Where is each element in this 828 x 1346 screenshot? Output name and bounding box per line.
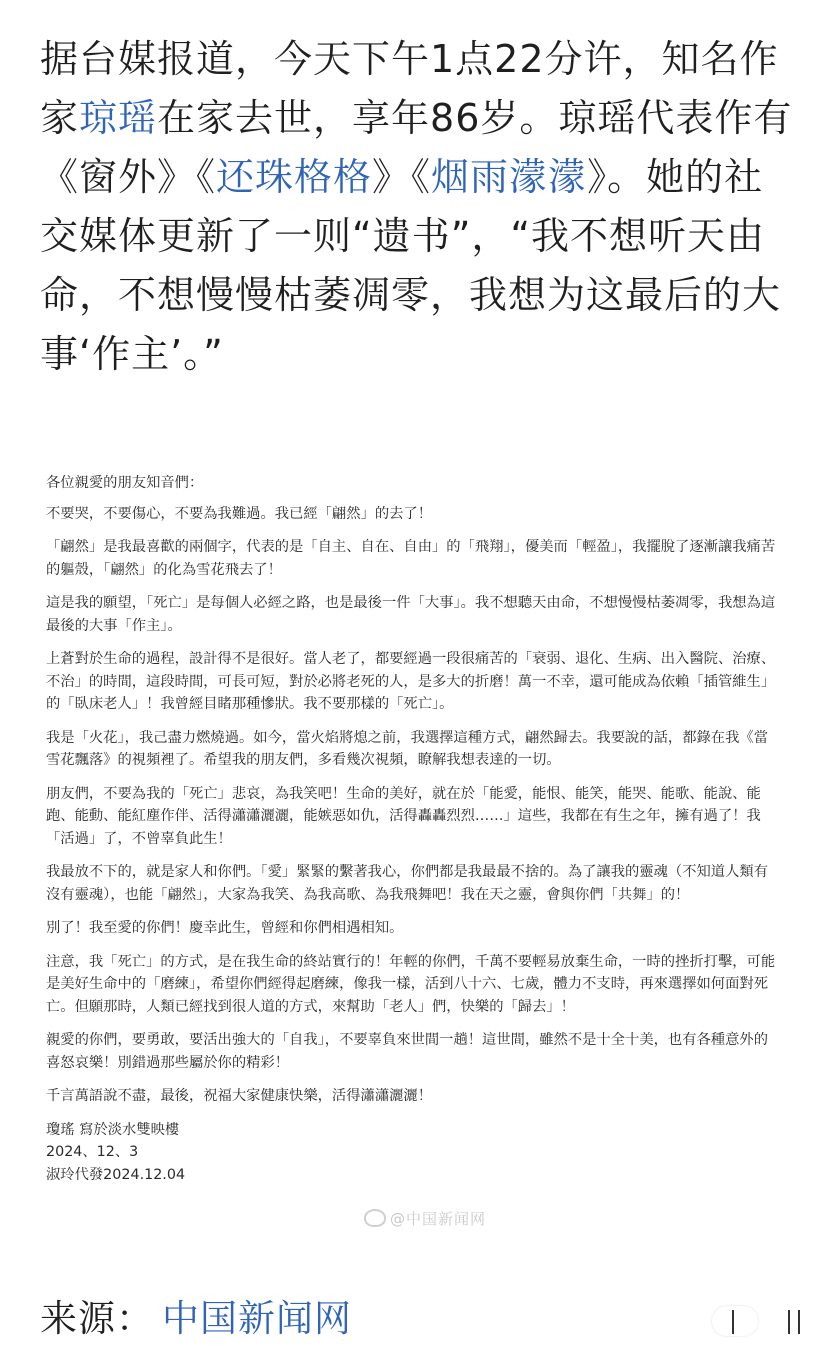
more-icon-stroke	[788, 1310, 790, 1334]
article-intro	[40, 30, 800, 384]
letter-paragraph: 朋友們，不要為我的「死亡」悲哀，為我笑吧！生命的美好，就在於「能愛，能恨、能笑，能哭、能歌、能說、能跑、能動、能紅塵作伴、活得瀟瀟灑灑，能嫉惡如仇，活得轟轟烈烈……」這些，我都在有生之年，擁有過了！我「活過」了，不曾辜負此生！	[46, 785, 761, 847]
source-link[interactable]: 中国新闻网	[162, 1297, 352, 1340]
letter-body	[46, 472, 776, 1186]
work-link-yanyu[interactable]: 烟雨濛濛	[431, 155, 588, 199]
letter-greeting: 各位親愛的朋友知音們：	[46, 475, 204, 491]
letter-paragraph: 「翩然」是我最喜歡的兩個字，代表的是「自主、自在、自由」的「飛翔」，優美而「輕盈」，我擺脫了逐漸讓我痛苦的軀殼，「翩然」的化為雪花飛去了！	[46, 539, 776, 578]
author-link[interactable]: 琼瑶	[79, 96, 158, 140]
watermark	[364, 1208, 486, 1229]
more-button-pill	[712, 1306, 758, 1336]
letter-signature: 瓊瑤 寫於淡水雙映樓	[46, 1121, 180, 1138]
source-line	[40, 1296, 352, 1342]
source-label: 来源：	[40, 1297, 154, 1340]
letter-date: 2024、12、3	[46, 1144, 139, 1160]
more-icon-stroke	[732, 1310, 734, 1334]
work-link-huanzhu[interactable]: 还珠格格	[216, 155, 373, 199]
letter-paragraph: 親愛的你們，要勇敢，要活出強大的「自我」，不要辜負來世間一趟！這世間，雖然不是十全十美，也有各種意外的喜怒哀樂！別錯過那些屬於你的精彩！	[46, 1032, 768, 1071]
more-icon[interactable]	[712, 1306, 812, 1338]
letter-paragraph: 這是我的願望，「死亡」是每個人必經之路，也是最後一件「大事」。我不想聽天由命，不想慢慢枯萎凋零，我想為這最後的大事「作主」。	[46, 595, 776, 634]
intro-text-4: 》。她的社交媒体更新了一则“遗书”，“我不想听天由命，不想慢慢枯萎凋零，我想为这最后的大事‘作主’。”	[40, 155, 782, 376]
letter-image	[34, 458, 786, 1250]
intro-text-1: 据台媒报道，今天下午1点22分许，知名作家	[40, 37, 779, 140]
more-icon-stroke	[798, 1310, 800, 1334]
intro-text-2: 在家去世，享年86岁。琼瑶代表作有《窗外》《	[40, 96, 793, 199]
letter-paragraph: 上蒼對於生命的過程，設計得不是很好。當人老了，都要經過一段很痛苦的「衰弱、退化、生病、出入醫院、治療、不治」的時間，這段時間，可長可短，對於必將老死的人，是多大的折磨！萬一不幸，還可能成為依賴「插管維生」的「臥床老人」！我曾經目睹那種慘狀。我不要那樣的「死亡」。	[46, 651, 776, 712]
letter-paragraph: 我最放不下的，就是家人和你們。「愛」緊緊的繫著我心，你們都是我最最不捨的。為了讓我的靈魂（不知道人類有沒有靈魂），也能「翩然」，大家為我笑、為我高歌、為我飛舞吧！我在天之靈，會與你們「共舞」的！	[46, 864, 768, 903]
letter-paragraph: 千言萬語說不盡，最後，祝福大家健康快樂，活得瀟瀟灑灑！	[46, 1088, 433, 1104]
letter-paragraph: 注意，我「死亡」的方式，是在我生命的終站實行的！年輕的你們，千萬不要輕易放棄生命，一時的挫折打擊，可能是美好生命中的「磨練」，希望你們經得起磨練，像我一樣，活到八十六、七歲，體力不支時，再來選擇如何面對死亡。但願那時，人類已經找到很人道的方式，來幫助「老人」們，快樂的「歸去」！	[46, 953, 776, 1015]
weibo-icon	[364, 1209, 386, 1227]
letter-paragraph: 我是「火花」，我己盡力燃燒過。如今，當火焰將熄之前，我選擇這種方式，翩然歸去。我要說的話，都錄在我《當雪花飄落》的視頻裡了。希望我的朋友們，多看幾次視頻，瞭解我想表達的一切。	[46, 729, 768, 768]
intro-text-3: 》《	[372, 155, 432, 199]
watermark-text: @中国新闻网	[390, 1210, 487, 1228]
letter-paragraph: 別了！我至愛的你們！慶幸此生，曾經和你們相遇相知。	[46, 920, 404, 936]
letter-paragraph: 不要哭，不要傷心，不要為我難過。我已經「翩然」的去了！	[46, 505, 433, 522]
letter-posted-by: 淑玲代發2024.12.04	[46, 1166, 186, 1183]
